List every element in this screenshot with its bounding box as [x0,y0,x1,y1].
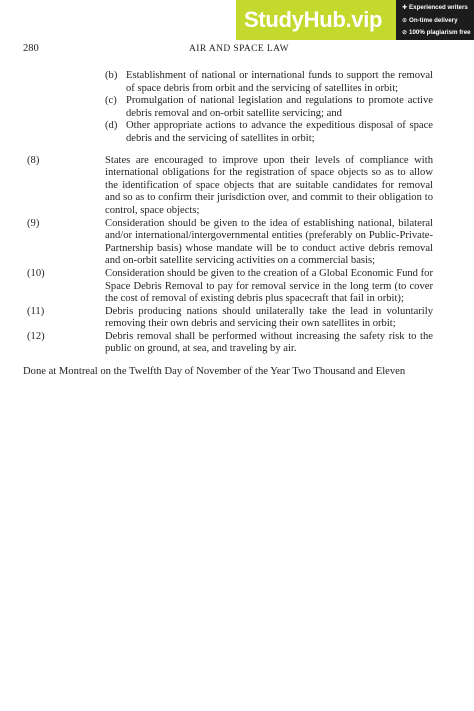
item-label: (11) [27,305,45,317]
feature-item [402,15,474,28]
item-text: Establishment of national or international funds to support the removal of space debris from orbit and the servicing of satellites in orbit; [126,70,433,94]
item-label: (b) [105,70,118,81]
feature-text: Experienced writers [409,4,468,11]
check-circle-icon: ⊘ [402,30,408,36]
list-item [23,218,433,268]
item-text: Promulgation of national legislation and regulations to promote active debris removal and on-orbit satellite servicing; and [126,95,433,119]
sub-item-list [105,70,433,146]
item-text: Debris producing nations should unilaterally take the lead in voluntarily removing their own debris and servicing their own satellites in orbit; [105,305,433,330]
studyhub-logo[interactable]: StudyHub.vip [236,0,396,40]
running-head: AIR AND SPACE LAW [189,44,289,54]
item-label: (8) [27,154,40,166]
feature-text: On-time delivery [409,16,458,24]
plus-icon: ✚ [402,5,408,11]
feature-list [396,0,474,40]
list-item [105,95,433,120]
list-item [23,268,433,306]
feature-item [402,2,474,15]
document-body [23,70,433,379]
item-label: (12) [27,330,45,342]
item-text: Debris removal shall be performed without increasing the safety risk to the public on ground, at sea, and traveling by air. [105,330,433,355]
feature-item [402,27,474,40]
page-number: 280 [23,43,39,54]
item-text: Other appropriate actions to advance the expeditious disposal of space debris and the servicing of satellites in orbit; [126,120,433,144]
list-item [23,331,433,356]
item-label: (d) [105,120,118,132]
item-text: Consideration should be given to the idea of establishing national, bilateral and/or international/intergovernmental entities (preferably on Public-Private-Partnership basis) whose mandate will be to conduct active debris removal and on-orbit satellite servicing activities on a commercial basis; [105,217,433,267]
feature-text: 100% plagiarism free [409,29,471,36]
closing-statement: Done at Montreal on the Twelfth Day of November of the Year Two Thousand and Eleven [23,366,406,378]
clock-icon: ⊙ [402,17,408,24]
list-item [23,306,433,331]
list-item [105,70,433,95]
item-text: States are encouraged to improve upon their levels of compliance with international obligations for the registration of space objects so as to allow the identification of space objects that are suitable candidates for removal and so as to confirm their jurisdiction over, and commit to their obligation to control, space objects; [105,154,433,216]
list-item [23,155,433,218]
item-label: (c) [105,95,117,107]
item-text: Consideration should be given to the creation of a Global Economic Fund for Space Debris Removal to pay for removal service in the long term (to cover the cost of removal of existing debris plus spacecraft that fail in orbit); [105,267,433,305]
item-label: (9) [27,217,40,229]
studyhub-banner[interactable] [236,0,474,40]
list-item [105,120,433,145]
item-label: (10) [27,267,45,279]
